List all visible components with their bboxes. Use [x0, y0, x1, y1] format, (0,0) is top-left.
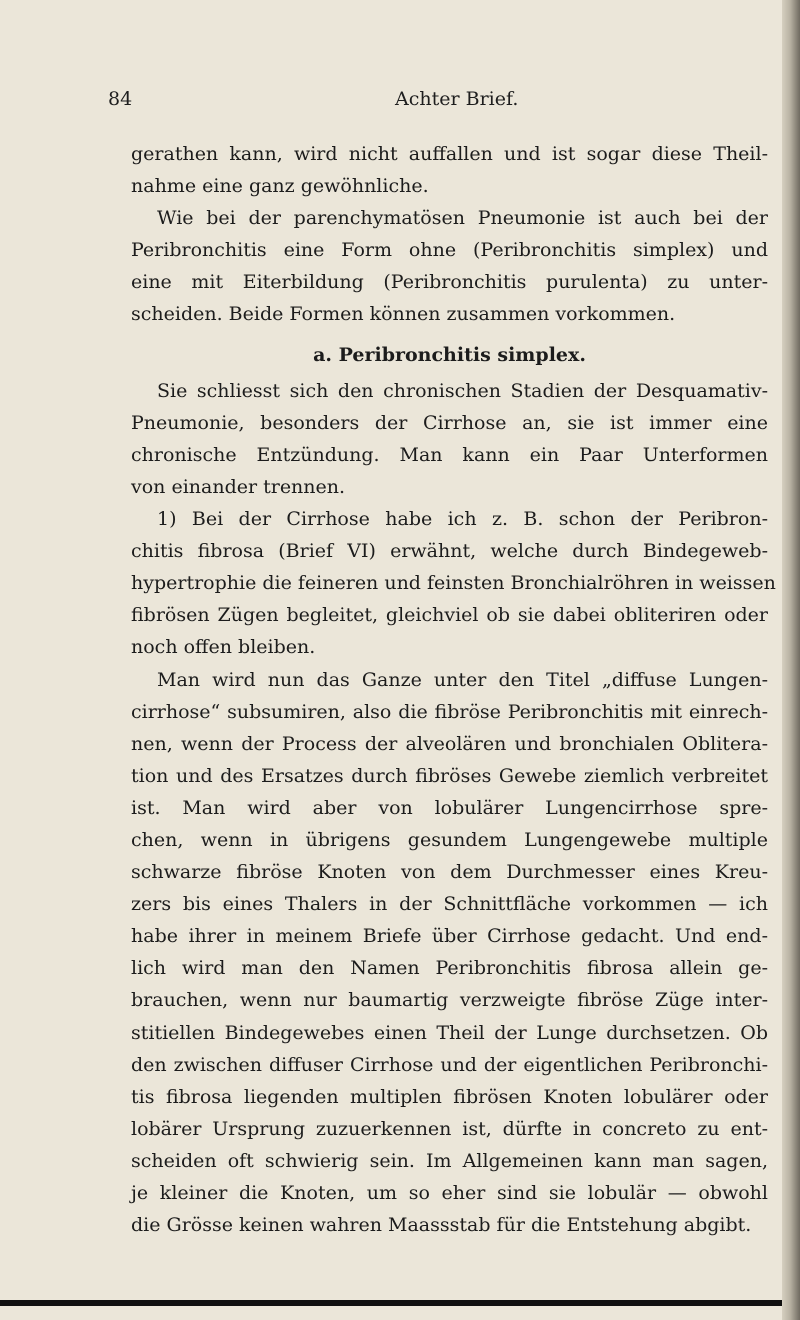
- page-edge-shadow: [782, 0, 800, 1320]
- text-line: tis fibrosa liegenden multiplen fibrösen Knoten lobulärer oder: [131, 1085, 768, 1108]
- text-line: chitis fibrosa (Brief VI) erwähnt, welche durch Bindegeweb-: [131, 540, 768, 563]
- page-number: 84: [108, 88, 133, 110]
- text-line: von einander trennen.: [131, 475, 346, 498]
- section-heading: a. Peribronchitis simplex.: [313, 343, 586, 366]
- text-line: zers bis eines Thalers in der Schnittfläche vorkommen — ich: [131, 893, 768, 916]
- text-line: nen, wenn der Process der alveolären und bronchialen Oblitera-: [131, 732, 768, 755]
- text-line: Sie schliesst sich den chronischen Stadien der Desquamativ-: [157, 379, 768, 402]
- text-line: noch offen bleiben.: [131, 636, 316, 659]
- running-head: Achter Brief.: [395, 88, 519, 110]
- text-line: lich wird man den Namen Peribronchitis fibrosa allein ge-: [131, 957, 768, 980]
- text-line: tion und des Ersatzes durch fibröses Gewebe ziemlich verbreitet: [131, 764, 768, 787]
- text-line: den zwischen diffuser Cirrhose und der eigentlichen Peribronchi-: [131, 1053, 768, 1076]
- text-line: Pneumonie, besonders der Cirrhose an, sie ist immer eine: [131, 411, 768, 434]
- scan-bottom-bar: [0, 1300, 782, 1306]
- text-line: hypertrophie die feineren und feinsten Bronchialröhren in weissen: [131, 572, 776, 595]
- text-line: habe ihrer in meinem Briefe über Cirrhose gedacht. Und end-: [131, 925, 768, 948]
- text-line: je kleiner die Knoten, um so eher sind sie lobulär — obwohl: [131, 1182, 768, 1204]
- text-line: die Grösse keinen wahren Maassstab für die Entstehung abgibt.: [131, 1214, 752, 1237]
- text-line: ist. Man wird aber von lobulärer Lungencirrhose spre-: [131, 796, 768, 819]
- text-line: lobärer Ursprung zuzuerkennen ist, dürfte in concreto zu ent-: [131, 1117, 768, 1140]
- text-line: fibrösen Zügen begleitet, gleichviel ob sie dabei obliteriren oder: [131, 604, 768, 627]
- text-line: chen, wenn in übrigens gesundem Lungengewebe multiple: [131, 828, 768, 851]
- text-line: Peribronchitis eine Form ohne (Peribronchitis simplex) und: [131, 239, 768, 262]
- text-line: Man wird nun das Ganze unter den Titel „diffuse Lungen-: [157, 668, 768, 691]
- text-line: eine mit Eiterbildung (Peribronchitis purulenta) zu unter-: [131, 271, 768, 294]
- page-header: [0, 88, 800, 118]
- text-line: schwarze fibröse Knoten von dem Durchmesser eines Kreu-: [131, 861, 768, 884]
- text-line: nahme eine ganz gewöhnliche.: [131, 175, 429, 198]
- text-line: Wie bei der parenchymatösen Pneumonie ist auch bei der: [157, 207, 768, 230]
- text-line: 1) Bei der Cirrhose habe ich z. B. schon der Peribron-: [157, 508, 768, 531]
- text-line: brauchen, wenn nur baumartig verzweigte fibröse Züge inter-: [131, 989, 768, 1012]
- body-text: [131, 138, 776, 1241]
- text-line: chronische Entzündung. Man kann ein Paar Unterformen: [131, 443, 768, 466]
- text-line: cirrhose“ subsumiren, also die fibröse Peribronchitis mit einrech-: [131, 700, 768, 723]
- text-line: scheiden oft schwierig sein. Im Allgemeinen kann man sagen,: [131, 1149, 768, 1172]
- text-line: stitiellen Bindegewebes einen Theil der Lunge durchsetzen. Ob: [131, 1021, 768, 1044]
- text-line: scheiden. Beide Formen können zusammen vorkommen.: [131, 303, 676, 326]
- text-line: gerathen kann, wird nicht auffallen und ist sogar diese Theil-: [131, 143, 768, 165]
